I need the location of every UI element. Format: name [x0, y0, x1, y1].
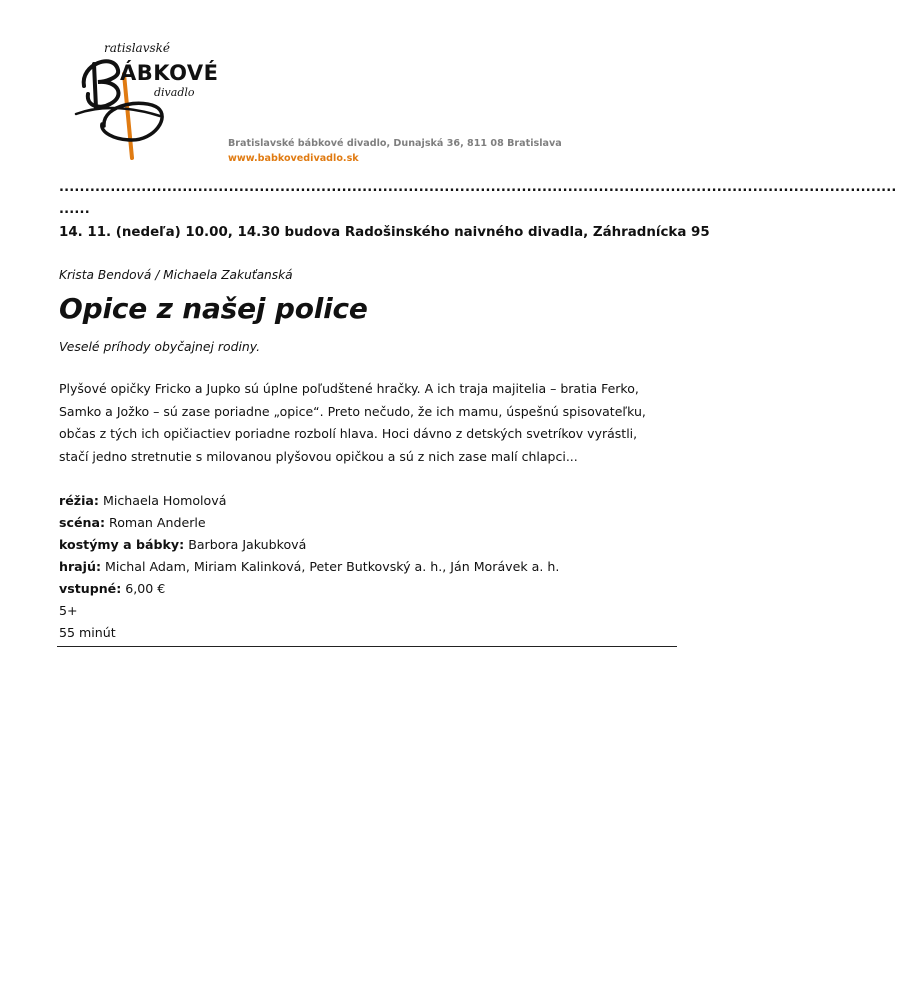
theatre-logo [74, 34, 224, 164]
svg-text:ÁBKOVÉ: ÁBKOVÉ [120, 61, 219, 85]
age-rating: 5+ [59, 603, 78, 618]
credit-label: scéna: [59, 515, 106, 530]
event-credits [59, 490, 559, 644]
event-duration: 55 minút [59, 625, 116, 640]
event-title: Opice z našej police [59, 292, 368, 325]
credit-cast [59, 556, 559, 578]
description-line: stačí jedno stretnutie s milovanou plyšovou opičkou a sú z nich zase malí chlapci... [59, 448, 578, 464]
theatre-website-link[interactable]: www.babkovedivadlo.sk [228, 153, 359, 164]
credit-value: Michal Adam, Miriam Kalinková, Peter Butkovský a. h., Ján Morávek a. h. [105, 559, 560, 574]
event-subtitle: Veselé príhody obyčajnej rodiny. [59, 339, 261, 354]
header-contact [228, 136, 562, 166]
credit-directing [59, 490, 559, 512]
logo-graphic [74, 34, 224, 164]
credit-value: Roman Anderle [109, 515, 206, 530]
credit-label: vstupné: [59, 581, 122, 596]
credit-label: réžia: [59, 493, 99, 508]
event-date-venue: 14. 11. (nedeľa) 10.00, 14.30 budova Radošinského naivného divadla, Záhradnícka 95 [59, 225, 710, 240]
svg-text:ratislavské: ratislavské [104, 41, 171, 55]
credit-value: Barbora Jakubková [188, 537, 307, 552]
svg-text:divadlo: divadlo [154, 86, 195, 99]
bottom-divider [57, 646, 677, 647]
credit-value: 6,00 € [125, 581, 166, 596]
credit-value: Michaela Homolová [102, 493, 227, 508]
description-line: Samko a Jožko – sú zase poriadne „opice“. Preto nečudo, že ich mamu, úspešnú spisovateľku, [59, 403, 646, 419]
credit-costumes-puppets [59, 534, 559, 556]
dotted-separator-continuation: ...... [59, 202, 90, 217]
credit-admission [59, 578, 559, 600]
event-authors: Krista Bendová / Michaela Zakuťanská [59, 268, 293, 282]
theatre-address: Bratislavské bábkové divadlo, Dunajská 36, 811 08 Bratislava [228, 138, 562, 149]
description-line: občas z tých ich opičiactiev poriadne rozbolí hlava. Hoci dávno z detských svetríkov vyrástli, [59, 426, 638, 441]
credit-label: kostýmy a bábky: [59, 537, 185, 552]
dotted-separator: ................................................................................................................................................................... [59, 180, 897, 195]
credit-scenography [59, 512, 559, 534]
event-description [59, 378, 684, 468]
description-line: Plyšové opičky Fricko a Jupko sú úplne poľudštené hračky. A ich traja majitelia – bratia Ferko, [59, 381, 639, 396]
credit-label: hrajú: [59, 559, 101, 574]
